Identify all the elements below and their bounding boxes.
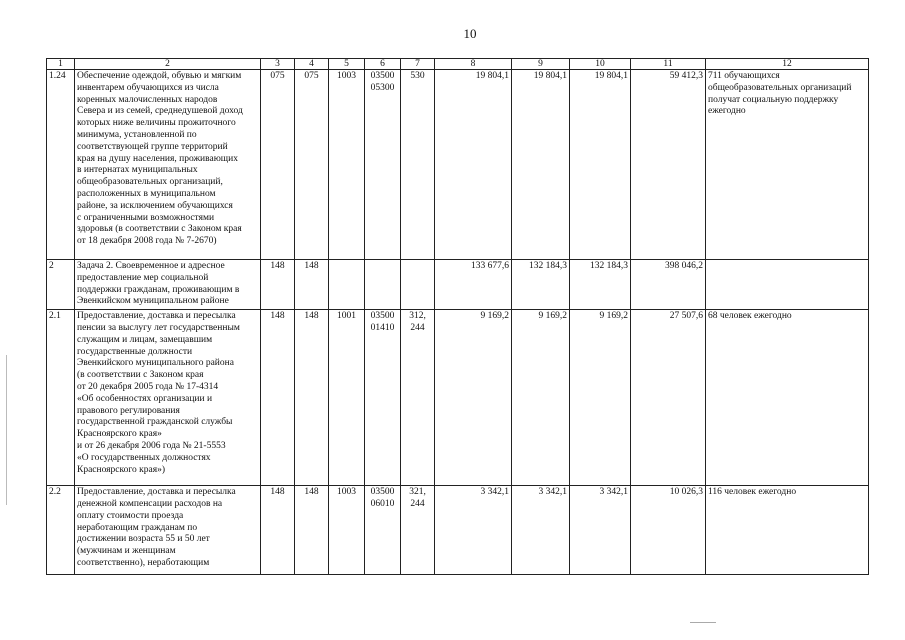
grbs-code: 148 bbox=[295, 310, 329, 486]
section-code: 1001 bbox=[329, 310, 365, 486]
admin-code: 148 bbox=[261, 310, 295, 486]
column-header: 6 bbox=[365, 59, 401, 70]
measure-description: Предоставление, доставка и пересылка денежной компенсации расходов на оплату стоимости проезда неработающим гражданам по достижении возраста 55 и 50 лет (мужчинам и женщинам соответственно), неработающим bbox=[77, 487, 236, 568]
target-article-code: 03500 01410 bbox=[365, 310, 401, 486]
target-article-code: 03500 05300 bbox=[365, 70, 401, 260]
scan-margin-line bbox=[6, 355, 7, 505]
amount-total: 398 046,2 bbox=[631, 260, 706, 310]
measure-description: Обеспечение одеждой, обувью и мягким инвентарем обучающихся из числа коренных малочисленных народов Севера и из семей, среднедушевой доход которых ниже величины прожиточного минимума, установленной по соответствующей группе территорий края на душу населения, проживающих в интернатах муниципальных общеобразовательных организаций, расположенных в муниципальном районе, за исключением обучающихся с ограниченными возможностями здоровья (в соответствии с Законом края от 18 декабря 2008 года № 7-2670) bbox=[75, 70, 261, 260]
section-code bbox=[329, 260, 365, 310]
page-number: 10 bbox=[463, 26, 477, 41]
amount-total: 27 507,6 bbox=[631, 310, 706, 486]
admin-code: 148 bbox=[261, 260, 295, 310]
scan-corner-mark bbox=[690, 622, 716, 623]
row-number: 2 bbox=[47, 260, 75, 310]
amount-total: 10 026,3 bbox=[631, 486, 706, 575]
column-header: 11 bbox=[631, 59, 706, 70]
budget-measures-table bbox=[46, 58, 869, 575]
expense-type-code: 530 bbox=[401, 70, 435, 260]
table-row bbox=[47, 486, 869, 575]
section-code: 1003 bbox=[329, 486, 365, 575]
admin-code: 075 bbox=[261, 70, 295, 260]
expected-result: 711 обучающихся общеобразовательных организаций получат социальную поддержку ежегодно bbox=[706, 70, 869, 260]
column-header: 10 bbox=[570, 59, 631, 70]
amount-year-3: 9 169,2 bbox=[570, 310, 631, 486]
measure-description: Задача 2. Своевременное и адресное предоставление мер социальной поддержки гражданам, проживающим в Эвенкийском муниципальном районе bbox=[75, 260, 261, 310]
measure-description: Предоставление, доставка и пересылка пенсии за выслугу лет государственным служащим и лицам, замещавшим государственные должности Эвенкийского муниципального района (в соответствии с Законом края от 20 декабря 2005 года № 17-4314 «Об особенностях организации и правового регулирования государственной гражданской службы Красноярского края» и от 26 декабря 2006 года № 21-5553 «О государственных должностях Красноярского края») bbox=[75, 310, 261, 486]
amount-year-2: 19 804,1 bbox=[512, 70, 570, 260]
table-row bbox=[47, 70, 869, 260]
row-number: 2.2 bbox=[47, 486, 75, 575]
row-number: 2.1 bbox=[47, 310, 75, 486]
section-code: 1003 bbox=[329, 70, 365, 260]
expected-result bbox=[706, 260, 869, 310]
expected-result: 68 человек ежегодно bbox=[706, 310, 869, 486]
grbs-code: 075 bbox=[295, 70, 329, 260]
amount-year-2: 9 169,2 bbox=[512, 310, 570, 486]
amount-year-1: 133 677,6 bbox=[435, 260, 512, 310]
table-header-row bbox=[47, 59, 869, 70]
expense-type-code: 312, 244 bbox=[401, 310, 435, 486]
admin-code: 148 bbox=[261, 486, 295, 575]
target-article-code bbox=[365, 260, 401, 310]
grbs-code: 148 bbox=[295, 260, 329, 310]
amount-year-3: 19 804,1 bbox=[570, 70, 631, 260]
amount-year-2: 3 342,1 bbox=[512, 486, 570, 575]
amount-year-1: 9 169,2 bbox=[435, 310, 512, 486]
amount-year-1: 3 342,1 bbox=[435, 486, 512, 575]
table-row bbox=[47, 260, 869, 310]
column-header: 5 bbox=[329, 59, 365, 70]
column-header: 3 bbox=[261, 59, 295, 70]
column-header: 4 bbox=[295, 59, 329, 70]
amount-year-2: 132 184,3 bbox=[512, 260, 570, 310]
column-header: 7 bbox=[401, 59, 435, 70]
column-header: 8 bbox=[435, 59, 512, 70]
expense-type-code: 321, 244 bbox=[401, 486, 435, 575]
expected-result: 116 человек ежегодно bbox=[706, 486, 869, 575]
column-header: 12 bbox=[706, 59, 869, 70]
target-article-code: 03500 06010 bbox=[365, 486, 401, 575]
amount-total: 59 412,3 bbox=[631, 70, 706, 260]
column-header: 1 bbox=[47, 59, 75, 70]
measure-description-cell bbox=[75, 486, 261, 575]
expense-type-code bbox=[401, 260, 435, 310]
table-row bbox=[47, 310, 869, 486]
grbs-code: 148 bbox=[295, 486, 329, 575]
amount-year-3: 132 184,3 bbox=[570, 260, 631, 310]
amount-year-3: 3 342,1 bbox=[570, 486, 631, 575]
column-header: 2 bbox=[75, 59, 261, 70]
row-number: 1.24 bbox=[47, 70, 75, 260]
column-header: 9 bbox=[512, 59, 570, 70]
amount-year-1: 19 804,1 bbox=[435, 70, 512, 260]
